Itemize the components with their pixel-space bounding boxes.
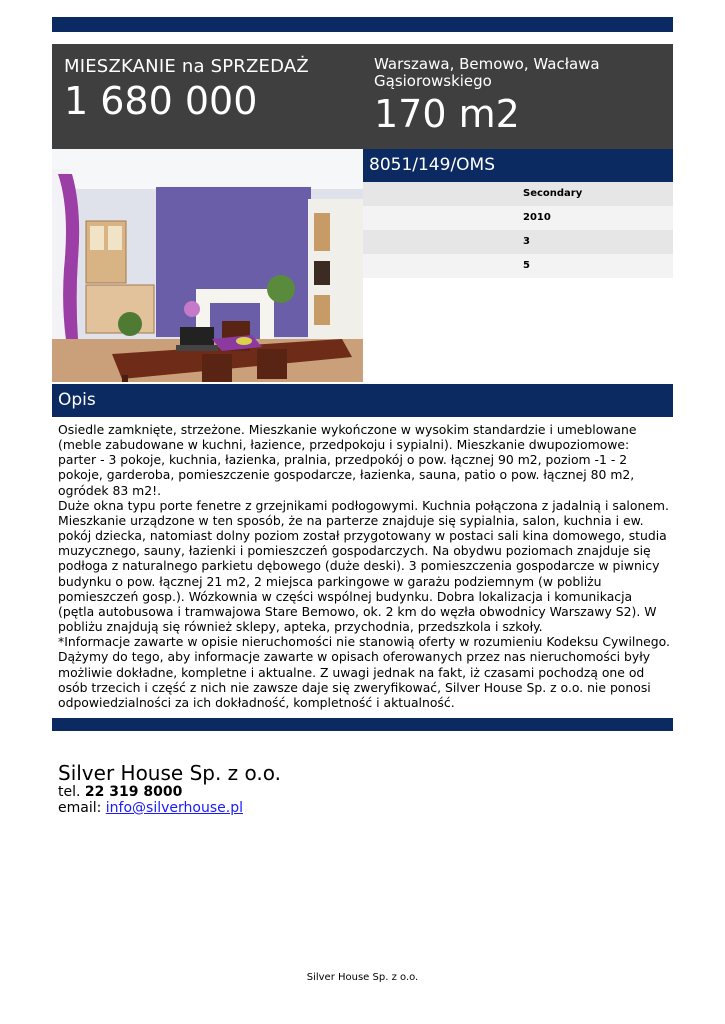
- param-rooms: 5: [363, 254, 673, 278]
- page-footer: Silver House Sp. z o.o.: [306, 972, 419, 983]
- param-floor: 3: [363, 230, 673, 254]
- phone-line: [58, 784, 281, 800]
- email-label: email:: [58, 800, 102, 816]
- company-name: Silver House Sp. z o.o.: [58, 761, 282, 785]
- param-market: Secondary: [363, 182, 673, 206]
- listing-area: 170 m2: [374, 92, 520, 136]
- email-line: [58, 800, 281, 816]
- bottom-bar: [52, 718, 673, 731]
- listing-reference: 8051/149/OMS: [363, 149, 673, 182]
- property-photo: [52, 149, 363, 382]
- description-heading: Opis: [52, 384, 673, 417]
- phone-label: tel.: [58, 784, 81, 800]
- listing-header: [52, 44, 673, 149]
- listing-type: MIESZKANIE na SPRZEDAŻ: [64, 56, 309, 77]
- listing-location: Warszawa, Bemowo, Wacława Gąsiorowskiego: [374, 55, 600, 90]
- listing-params: [363, 182, 673, 278]
- param-year-built: 2010: [363, 206, 673, 230]
- company-contact: [58, 762, 281, 816]
- top-bar: [52, 17, 673, 32]
- description-text: Osiedle zamknięte, strzeżone. Mieszkanie wykończone w wysokim standardzie i umeblowane (meble zabudowane w kuchni, łazience, przedpokoju i sypialni). Mieszkanie dwupoziomowe: parter - 3 pokoje, kuchnia, łazienka, pralnia, przedpokój o pow. łącznej 90 m2, poziom -1 - 2 pokoje, garderoba, pomieszczenie gospodarcze, łazienka, sauna, patio o pow. łącznej 80 m2, ogródek 83 m2!. Duże okna typu porte fenetre z grzejnikami podłogowymi. Kuchnia połączona z jadalnią i salonem. Mieszkanie urządzone w ten sposób, że na parterze znajduje się sypialnia, salon, kuchnia i ew. pokój dziecka, natomiast dolny poziom został przygotowany w postaci sali kina domowego, studia muzycznego, sauny, łazienki i pomieszczeń gospodarczych. Na obydwu poziomach znajduje się podłoga z naturalnego parkietu dębowego (duże deski). 3 pomieszczenia gospodarcze w piwnicy budynku o pow. łącznej 21 m2, 2 miejsca parkingowe w garażu podziemnym (w pobliżu pomieszczeń gosp.). Wózkownia w części wspólnej budynku. Dobra lokalizacja i komunikacja (pętla autobusowa i tramwajowa Stare Bemowo, ok. 2 km do węzła obwodnicy Warszawy S2). W pobliżu znajdują się również sklepy, apteka, przychodnia, przedszkola i szkoły. *Informacje zawarte w opisie nieruchomości nie stanowią oferty w rozumieniu Kodeksu Cywilnego. Dążymy do tego, aby informacje zawarte w opisach oferowanych przez nas nieruchomości były możliwie dokładne, kompletne i aktualne. Z uwagi jednak na fakt, iż czasami pochodzą one od osób trzecich i część z nich nie zawsze daje się zweryfikować, Silver House Sp. z o.o. nie ponosi odpowiedzialności za ich dokładność, kompletność i aktualność.: [58, 422, 670, 710]
- email-link[interactable]: info@silverhouse.pl: [105, 800, 243, 816]
- phone-number: 22 319 8000: [84, 784, 183, 800]
- listing-price: 1 680 000: [64, 79, 258, 123]
